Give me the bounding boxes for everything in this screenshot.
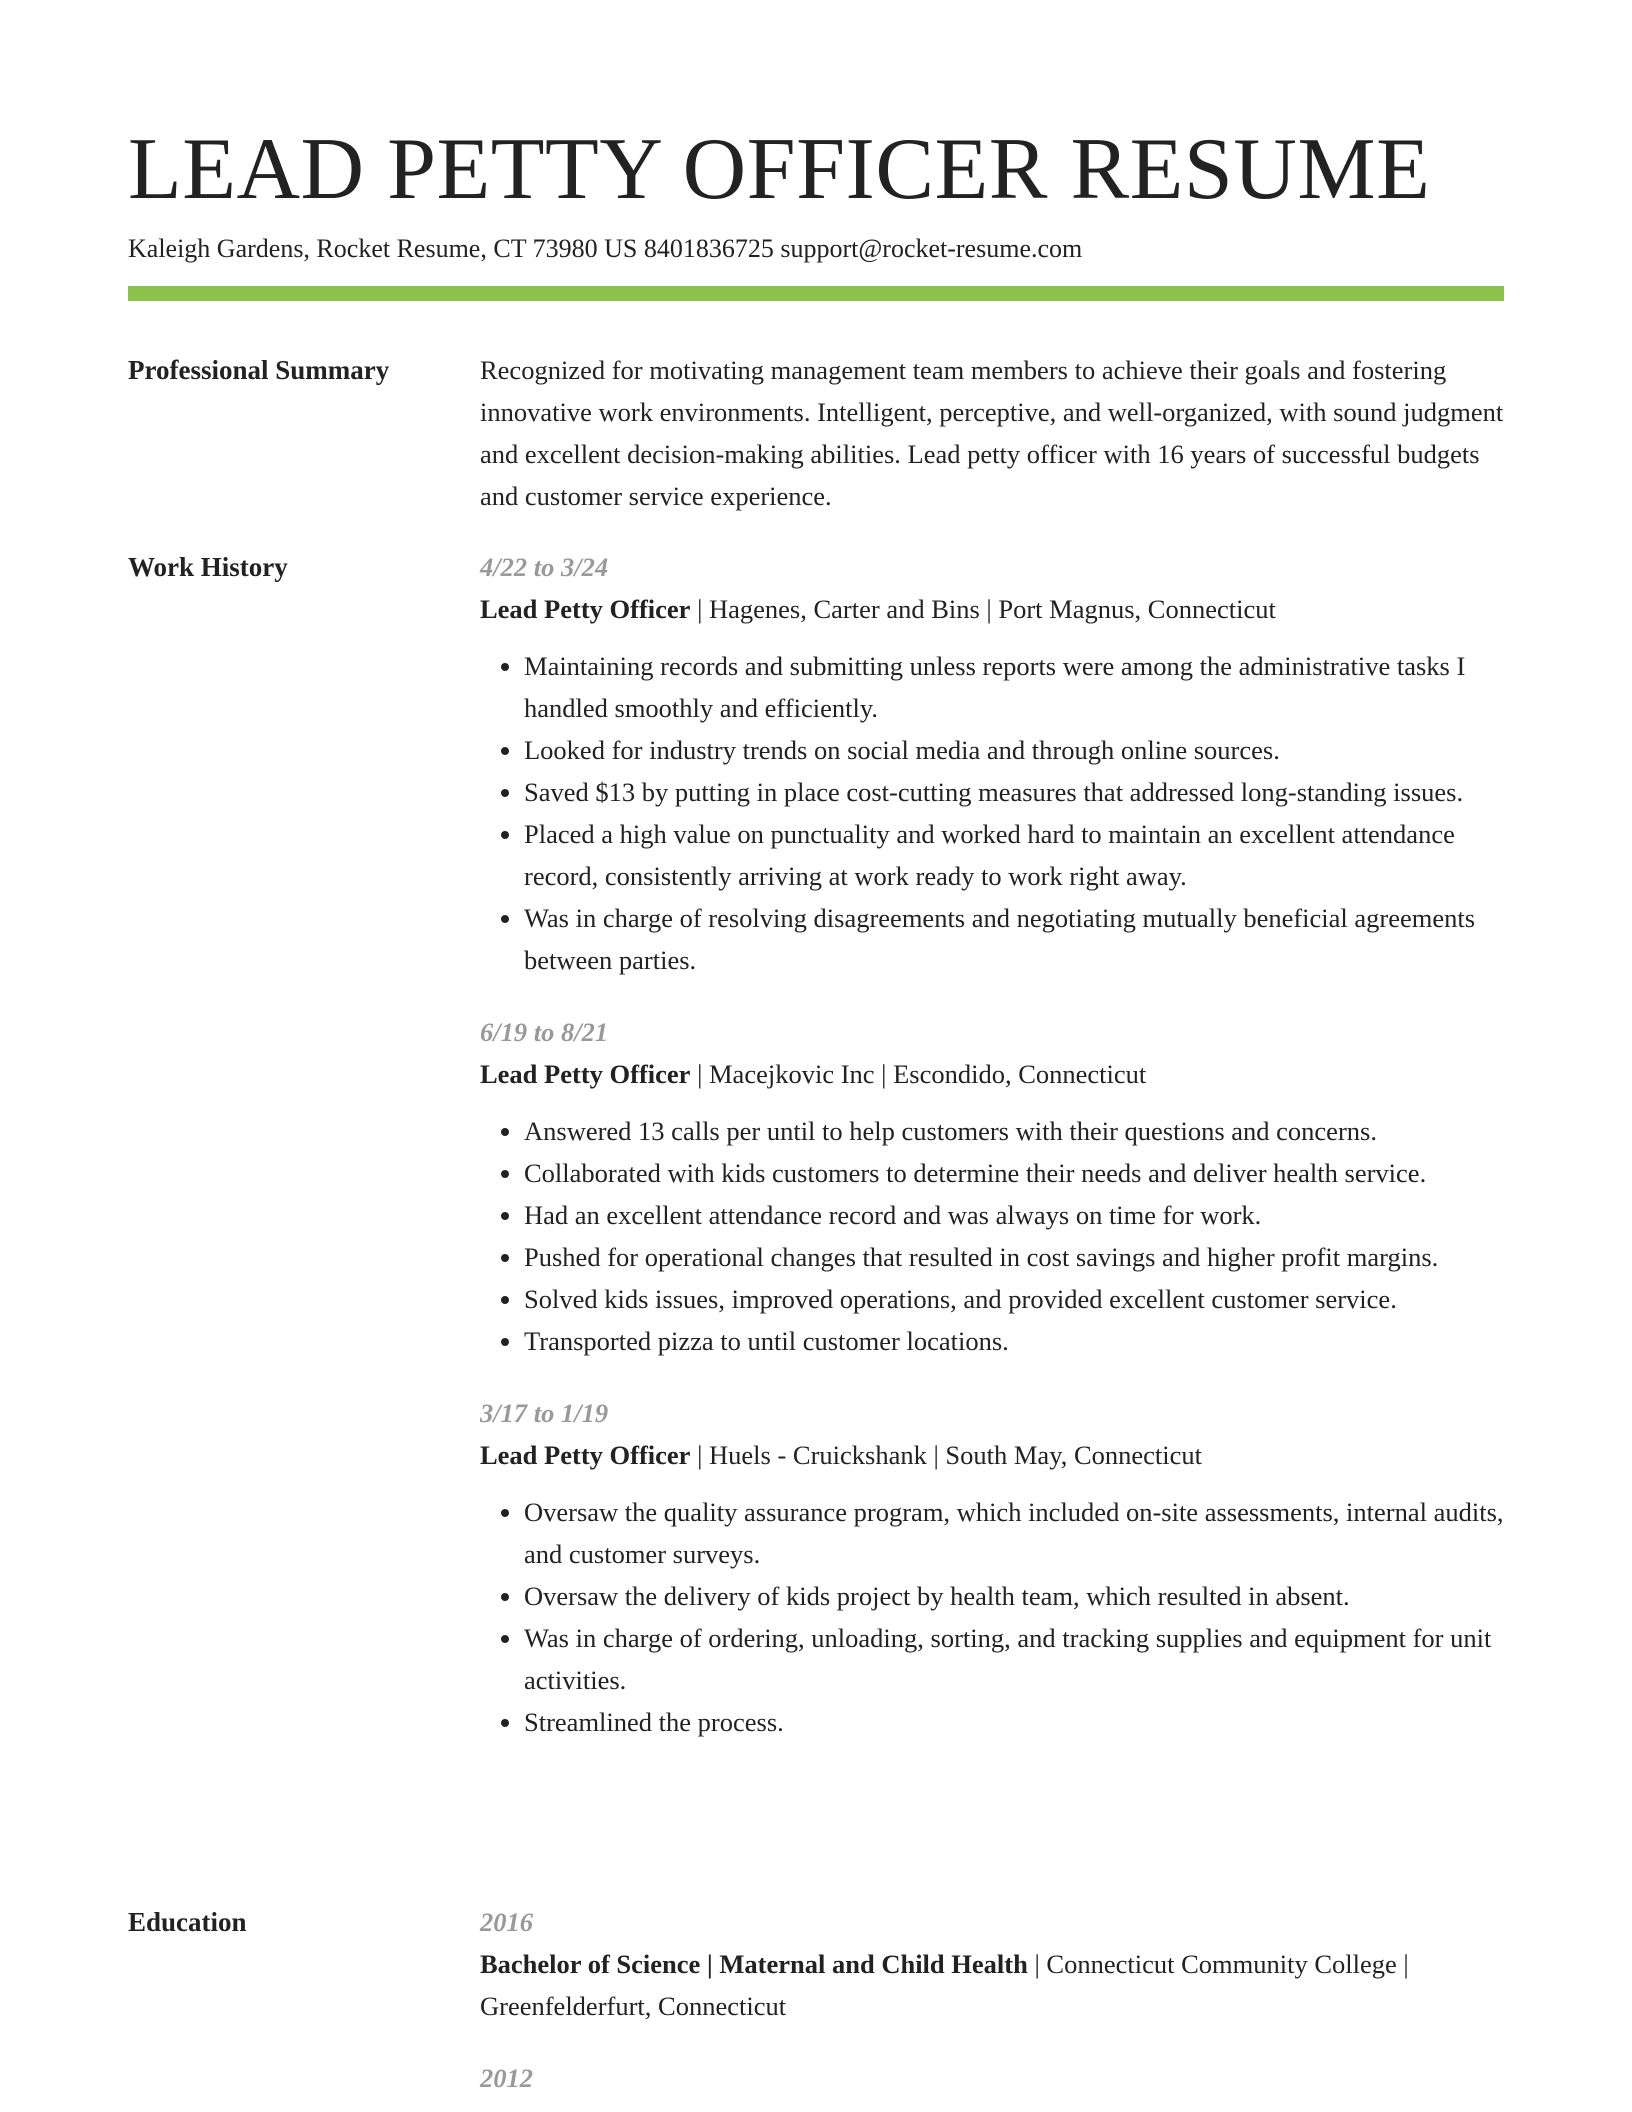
job-title: Lead Petty Officer	[480, 1440, 691, 1470]
job-bullets	[480, 645, 1504, 981]
job-title: Lead Petty Officer	[480, 1059, 691, 1089]
list-item: • Answered 13 calls per until to help customers with their questions and concerns.	[524, 1110, 1504, 1152]
job-dates: 3/17 to 1/19	[480, 1398, 609, 1428]
education-entry	[480, 1901, 1504, 2027]
resume-title: LEAD PETTY OFFICER RESUME	[128, 121, 1431, 218]
job-heading	[480, 1434, 1504, 1476]
work-history-body	[480, 546, 1504, 1743]
list-item: • Was in charge of resolving disagreements and negotiating mutually beneficial agreements between parties.	[524, 897, 1504, 981]
education-details: | Connecticut Community College | Greenfelderfurt, Connecticut	[480, 1949, 1409, 2021]
accent-divider	[128, 286, 1504, 301]
education-label: Education	[128, 1907, 247, 1937]
list-item: • Oversaw the delivery of kids project by health team, which resulted in absent.	[524, 1575, 1504, 1617]
education-year: 2012	[480, 2063, 533, 2093]
job-heading	[480, 1053, 1504, 1095]
job-entry	[480, 546, 1504, 981]
summary-body	[480, 349, 1504, 517]
job-heading	[480, 588, 1504, 630]
summary-label: Professional Summary	[128, 355, 390, 385]
list-item: • Oversaw the quality assurance program, which included on-site assessments, internal audits, and customer surveys.	[524, 1491, 1504, 1575]
job-details: | Huels - Cruickshank | South May, Connecticut	[690, 1440, 1203, 1470]
education-year: 2016	[480, 1907, 533, 1937]
job-dates: 4/22 to 3/24	[480, 552, 609, 582]
education-entry	[480, 2057, 1504, 2099]
list-item: • Looked for industry trends on social media and through online sources.	[524, 729, 1504, 771]
job-dates: 6/19 to 8/21	[480, 1017, 609, 1047]
job-details: | Hagenes, Carter and Bins | Port Magnus, Connecticut	[690, 594, 1276, 624]
summary-text: Recognized for motivating management team members to achieve their goals and fostering innovative work environments. Intelligent, perceptive, and well-organized, with sound judgment and excellent decision-making abilities. Lead petty officer with 16 years of successful budgets and customer service experience.	[480, 355, 1504, 511]
education-body	[480, 1901, 1504, 2099]
list-item: • Was in charge of ordering, unloading, sorting, and tracking supplies and equipment for unit activities.	[524, 1617, 1504, 1701]
list-item: • Transported pizza to until customer locations.	[524, 1320, 1504, 1362]
job-bullets	[480, 1110, 1504, 1362]
list-item: • Solved kids issues, improved operations, and provided excellent customer service.	[524, 1278, 1504, 1320]
list-item: • Maintaining records and submitting unless reports were among the administrative tasks I handled smoothly and efficiently.	[524, 645, 1504, 729]
work-history-label: Work History	[128, 552, 288, 582]
job-entry	[480, 1011, 1504, 1362]
job-title: Lead Petty Officer	[480, 594, 691, 624]
job-details: | Macejkovic Inc | Escondido, Connecticut	[690, 1059, 1147, 1089]
education-degree: Bachelor of Science | Maternal and Child Health	[480, 1949, 1028, 1979]
job-entry	[480, 1392, 1504, 1743]
contact-line: Kaleigh Gardens, Rocket Resume, CT 73980 US 8401836725 support@rocket-resume.com	[128, 234, 1083, 263]
list-item: • Had an excellent attendance record and was always on time for work.	[524, 1194, 1504, 1236]
list-item: • Streamlined the process.	[524, 1701, 1504, 1743]
list-item: • Pushed for operational changes that resulted in cost savings and higher profit margins.	[524, 1236, 1504, 1278]
education-heading	[480, 1943, 1504, 2027]
list-item: • Collaborated with kids customers to determine their needs and deliver health service.	[524, 1152, 1504, 1194]
list-item: • Placed a high value on punctuality and worked hard to maintain an excellent attendance record, consistently arriving at work ready to work right away.	[524, 813, 1504, 897]
job-bullets	[480, 1491, 1504, 1743]
list-item: • Saved $13 by putting in place cost-cutting measures that addressed long-standing issues.	[524, 771, 1504, 813]
